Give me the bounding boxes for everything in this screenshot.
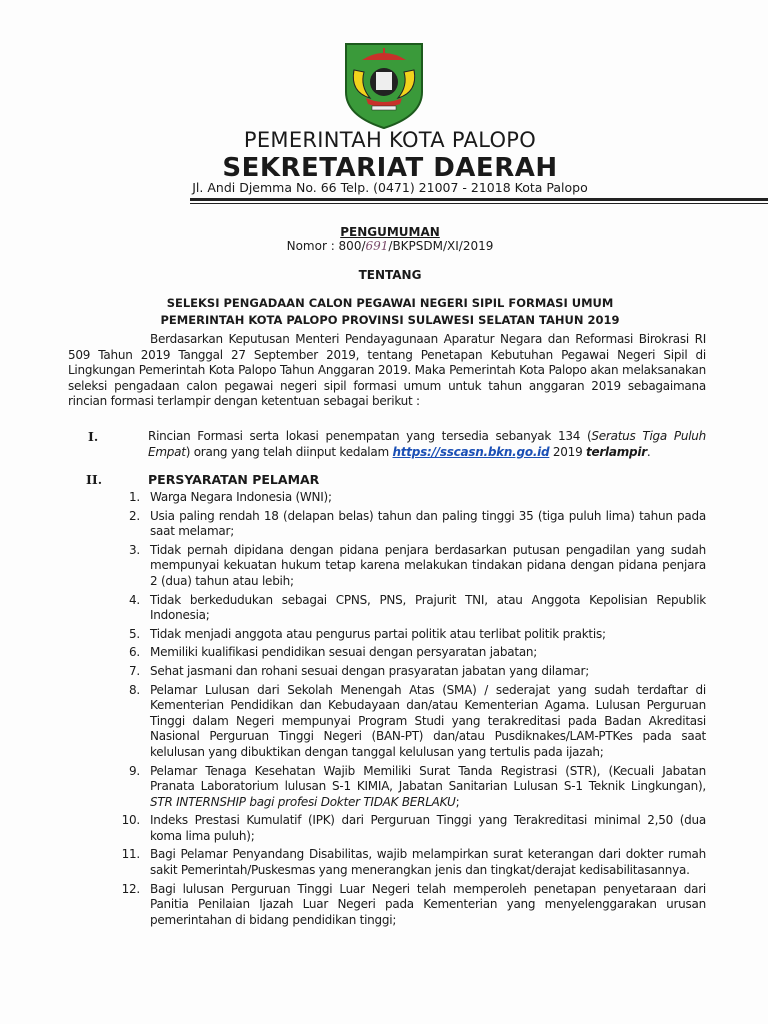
item-number: 8. (129, 682, 140, 697)
list-item (108, 683, 706, 761)
letterhead-divider-thin (190, 203, 768, 204)
item-number: 3. (129, 542, 140, 557)
list-item (108, 645, 706, 661)
list-item (108, 882, 706, 929)
section-1-attached: terlampir (586, 444, 647, 459)
item-text: Tidak menjadi anggota atau pengurus partai politik atau terlibat politik praktis; (150, 626, 606, 641)
about-heading: TENTANG (358, 268, 422, 282)
number-prefix: Nomor : 800/ (286, 239, 366, 253)
section-1-text-b: ) orang yang telah diinput kedalam (185, 444, 393, 459)
item-number: 2. (129, 508, 140, 523)
subject-line-2: PEMERINTAH KOTA PALOPO PROVINSI SULAWESI SELATAN TAHUN 2019 (160, 313, 620, 327)
letterhead-divider-thick (190, 198, 768, 201)
list-item (108, 593, 706, 624)
list-item (108, 847, 706, 878)
announcement-number (0, 239, 768, 253)
item-number: 6. (129, 645, 140, 660)
item-text: Pelamar Lulusan dari Sekolah Menengah Atas (SMA) / sederajat yang sudah terdaftar di Kementerian Pendidikan dan Kebudayaan dan/atau Kementerian Agama. Lulusan Perguruan Tinggi dalam Negeri mempunyai Program Studi yang terakreditasi pada Badan Akreditasi Nasional Perguruan Tinggi Negeri (BAN-PT) dan/atau Pusdiknakes/LAM-PTKes pada saat kelulusan yang dibuktikan dengan tanggal kelulusan yang tertulis pada ijazah; (150, 682, 706, 759)
section-1-text (148, 429, 706, 460)
item-text: Usia paling rendah 18 (delapan belas) tahun dan paling tinggi 35 (tiga puluh lima) tahun pada saat melamar; (150, 508, 706, 539)
item-end: ; (455, 794, 460, 809)
list-item (108, 764, 706, 811)
requirements-list (108, 490, 706, 931)
list-item (108, 490, 706, 506)
item-text: Indeks Prestasi Kumulatif (IPK) dari Perguruan Tinggi yang Terakreditasi minimal 2,50 (dua koma lima puluh); (150, 813, 706, 843)
section-1-numeral: I. (88, 429, 99, 444)
list-item (108, 509, 706, 540)
subject-line-1: SELEKSI PENGADAAN CALON PEGAWAI NEGERI SIPIL FORMASI UMUM (166, 296, 614, 310)
item-number: 4. (129, 592, 140, 607)
number-handwritten: 691 (365, 239, 389, 253)
item-number: 7. (129, 663, 140, 678)
item-number: 12. (121, 881, 140, 896)
announcement-heading (0, 225, 768, 239)
item-number: 1. (129, 490, 140, 504)
item-italic-note: STR INTERNSHIP bagi profesi Dokter TIDAK BERLAKU (150, 794, 456, 809)
sscasn-link[interactable]: https://sscasn.bkn.go.id (392, 444, 550, 459)
number-suffix: /BKPSDM/XI/2019 (388, 239, 494, 253)
item-text: Warga Negara Indonesia (WNI); (150, 490, 332, 504)
section-1-end: . (646, 444, 651, 459)
item-text: Memiliki kualifikasi pendidikan sesuai dengan persyaratan jabatan; (150, 645, 538, 660)
list-item (108, 543, 706, 590)
office-name: SEKRETARIAT DAERAH (222, 153, 558, 183)
item-text: Bagi Pelamar Penyandang Disabilitas, wajib melampirkan surat keterangan dari dokter rumah sakit Pemerintah/Puskesmas yang menerangkan jenis dan tingkat/derajat kedisabilitasannya. (150, 847, 706, 878)
item-text: Sehat jasmani dan rohani sesuai dengan prasyaratan jabatan yang dilamar; (150, 663, 589, 678)
item-text: Bagi lulusan Perguruan Tinggi Luar Negeri telah memperoleh penetapan penyetaraan dari Panitia Penilaian Ijazah Luar Negeri pada Kementerian yang menyelenggarakan urusan pemerintahan di bidang pendidikan tinggi; (150, 881, 706, 927)
announcement-heading-text: PENGUMUMAN (340, 225, 440, 239)
section-1-text-a: Rincian Formasi serta lokasi penempatan yang tersedia sebanyak 134 ( (148, 429, 592, 443)
list-item (108, 813, 706, 844)
intro-paragraph: Berdasarkan Keputusan Menteri Pendayagunaan Aparatur Negara dan Reformasi Birokrasi RI 509 Tahun 2019 Tanggal 27 September 2019, tentang Penetapan Kebutuhan Pegawai Negeri Sipil di Lingkungan Pemerintah Kota Palopo Tahun Anggaran 2019. Maka Pemerintah Kota Palopo akan melaksanakan seleksi pengadaan calon pegawai negeri sipil formasi umum untuk tahun anggaran 2019 sebagaimana rincian formasi terlampir dengan ketentuan sebagai berikut : (68, 332, 706, 409)
item-text: Pelamar Tenaga Kesehatan Wajib Memiliki Surat Tanda Registrasi (STR), (Kecuali Jabatan Pranata Laboratorium lulusan S-1 KIMIA, Jabatan Sanitarian Lulusan S-1 Teknik Lingkungan), (150, 763, 706, 794)
section-1-text-c: 2019 (549, 444, 587, 459)
section-1-count-words: Seratus Tiga Puluh Empat (148, 429, 707, 459)
item-text: Tidak berkedudukan sebagai CPNS, PNS, Prajurit TNI, atau Anggota Kepolisian Republik Indonesia; (150, 592, 706, 623)
city-emblem-logo (340, 40, 428, 130)
item-number: 10. (121, 813, 140, 828)
item-number: 5. (129, 626, 140, 641)
section-2-title: PERSYARATAN PELAMAR (148, 472, 320, 487)
item-number: 9. (129, 763, 140, 778)
item-number: 11. (121, 847, 140, 862)
list-item (108, 664, 706, 680)
item-text: Tidak pernah dipidana dengan pidana penjara berdasarkan putusan pengadilan yang sudah mempunyai kekuatan hukum tetap karena melakukan tindakan pidana dengan pidana penjara 2 (dua) tahun atau lebih; (150, 542, 706, 588)
section-2-numeral: II. (86, 472, 103, 487)
list-item (108, 627, 706, 643)
office-address: Jl. Andi Djemma No. 66 Telp. (0471) 21007 - 21018 Kota Palopo (192, 180, 588, 195)
government-name: PEMERINTAH KOTA PALOPO (243, 128, 537, 152)
